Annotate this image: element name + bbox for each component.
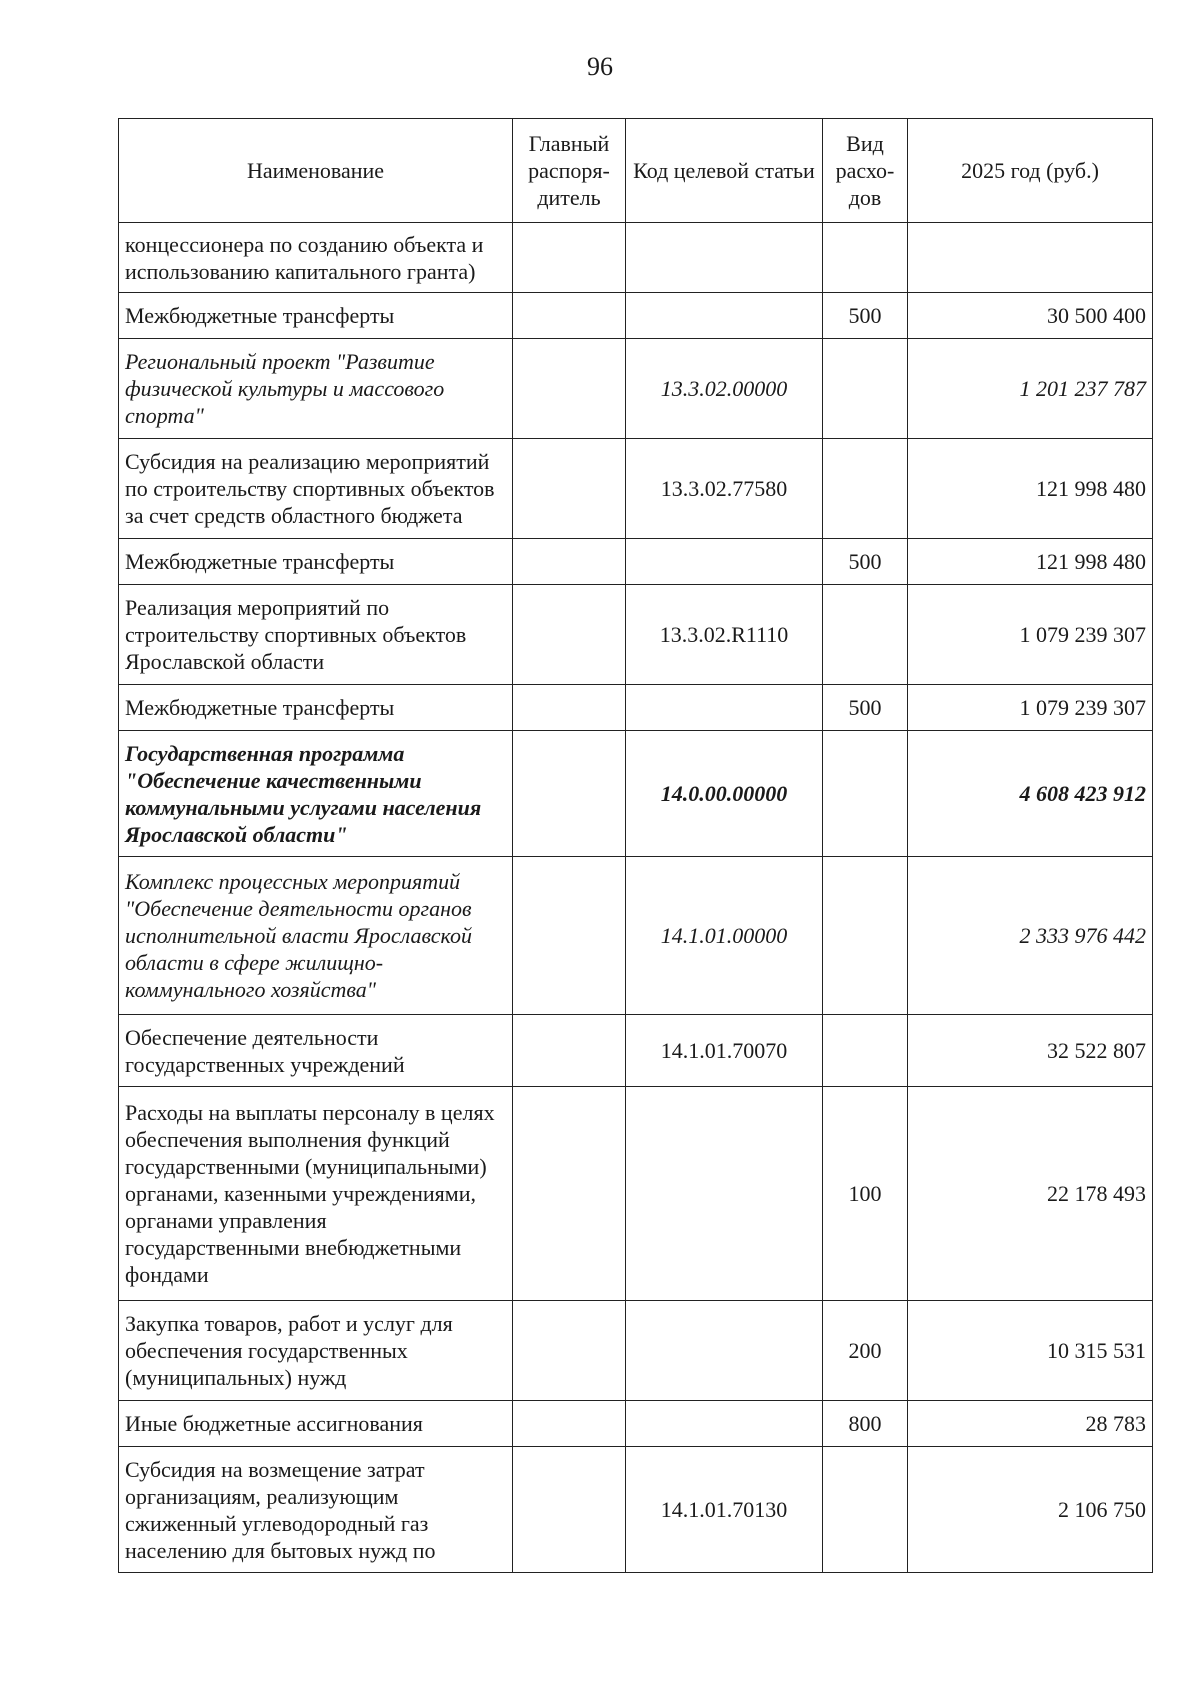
row-amount: 1 201 237 787 xyxy=(908,339,1153,439)
table-header-row xyxy=(119,119,1153,223)
row-amount: 121 998 480 xyxy=(908,439,1153,539)
table-row xyxy=(119,293,1153,339)
row-name: Закупка товаров, работ и услуг для обеспечения государственных (муниципальных) нужд xyxy=(119,1301,513,1401)
row-vid xyxy=(823,223,908,293)
row-chief xyxy=(513,857,626,1015)
row-code xyxy=(626,1301,823,1401)
row-code: 14.1.01.70070 xyxy=(626,1015,823,1087)
row-name: Расходы на выплаты персоналу в целях обеспечения выполнения функций государственными (муниципальными) органами, казенными учреждениями, органами управления государственными внебюджетными фондами xyxy=(119,1087,513,1301)
row-chief xyxy=(513,339,626,439)
row-vid xyxy=(823,439,908,539)
row-code xyxy=(626,223,823,293)
row-name: Субсидия на возмещение затрат организациям, реализующим сжиженный углеводородный газ населению для бытовых нужд по xyxy=(119,1447,513,1573)
row-amount xyxy=(908,223,1153,293)
row-vid: 500 xyxy=(823,685,908,731)
row-code: 14.1.01.00000 xyxy=(626,857,823,1015)
row-name: концессионера по созданию объекта и использованию капитального гранта) xyxy=(119,223,513,293)
row-code: 13.3.02.77580 xyxy=(626,439,823,539)
row-chief xyxy=(513,1015,626,1087)
header-year: 2025 год (руб.) xyxy=(908,119,1153,223)
row-name: Реализация мероприятий по строительству спортивных объектов Ярославской области xyxy=(119,585,513,685)
row-vid xyxy=(823,731,908,857)
row-code xyxy=(626,539,823,585)
row-name: Межбюджетные трансферты xyxy=(119,539,513,585)
row-name: Государственная программа "Обеспечение качественными коммунальными услугами населения Ярославской области" xyxy=(119,731,513,857)
table-row xyxy=(119,1447,1153,1573)
row-name: Иные бюджетные ассигнования xyxy=(119,1401,513,1447)
row-name: Обеспечение деятельности государственных учреждений xyxy=(119,1015,513,1087)
row-chief xyxy=(513,1401,626,1447)
row-chief xyxy=(513,223,626,293)
row-amount: 10 315 531 xyxy=(908,1301,1153,1401)
header-chief: Главный распоря-дитель xyxy=(513,119,626,223)
row-chief xyxy=(513,439,626,539)
table-row xyxy=(119,1015,1153,1087)
header-vid: Вид расхо-дов xyxy=(823,119,908,223)
table-row xyxy=(119,1401,1153,1447)
row-vid xyxy=(823,1015,908,1087)
row-chief xyxy=(513,585,626,685)
row-chief xyxy=(513,1087,626,1301)
table-row xyxy=(119,857,1153,1015)
row-amount: 2 106 750 xyxy=(908,1447,1153,1573)
row-chief xyxy=(513,1447,626,1573)
row-amount: 22 178 493 xyxy=(908,1087,1153,1301)
row-vid: 500 xyxy=(823,293,908,339)
row-name: Межбюджетные трансферты xyxy=(119,685,513,731)
row-vid xyxy=(823,585,908,685)
budget-table xyxy=(118,118,1153,1573)
row-chief xyxy=(513,293,626,339)
row-code xyxy=(626,1401,823,1447)
row-code: 14.0.00.00000 xyxy=(626,731,823,857)
row-name: Региональный проект "Развитие физической культуры и массового спорта" xyxy=(119,339,513,439)
row-chief xyxy=(513,539,626,585)
row-name: Межбюджетные трансферты xyxy=(119,293,513,339)
row-amount: 30 500 400 xyxy=(908,293,1153,339)
row-code xyxy=(626,685,823,731)
row-amount: 121 998 480 xyxy=(908,539,1153,585)
table-row xyxy=(119,223,1153,293)
row-code: 14.1.01.70130 xyxy=(626,1447,823,1573)
row-code xyxy=(626,293,823,339)
row-vid xyxy=(823,1447,908,1573)
row-vid: 800 xyxy=(823,1401,908,1447)
row-chief xyxy=(513,731,626,857)
row-amount: 28 783 xyxy=(908,1401,1153,1447)
header-name: Наименование xyxy=(119,119,513,223)
row-vid: 500 xyxy=(823,539,908,585)
row-amount: 1 079 239 307 xyxy=(908,585,1153,685)
table-row xyxy=(119,339,1153,439)
row-vid xyxy=(823,857,908,1015)
row-vid xyxy=(823,339,908,439)
row-name: Субсидия на реализацию мероприятий по строительству спортивных объектов за счет средств областного бюджета xyxy=(119,439,513,539)
row-amount: 1 079 239 307 xyxy=(908,685,1153,731)
header-code: Код целевой статьи xyxy=(626,119,823,223)
table-row xyxy=(119,731,1153,857)
table-row xyxy=(119,1087,1153,1301)
page-number: 96 xyxy=(587,52,613,81)
row-vid: 100 xyxy=(823,1087,908,1301)
row-amount: 2 333 976 442 xyxy=(908,857,1153,1015)
table-row xyxy=(119,439,1153,539)
table-row xyxy=(119,585,1153,685)
row-amount: 32 522 807 xyxy=(908,1015,1153,1087)
row-amount: 4 608 423 912 xyxy=(908,731,1153,857)
table-row xyxy=(119,539,1153,585)
row-chief xyxy=(513,685,626,731)
table-row xyxy=(119,685,1153,731)
row-name: Комплекс процессных мероприятий "Обеспечение деятельности органов исполнительной власти Ярославской области в сфере жилищно-коммунального хозяйства" xyxy=(119,857,513,1015)
row-chief xyxy=(513,1301,626,1401)
row-code: 13.3.02.R1110 xyxy=(626,585,823,685)
row-code xyxy=(626,1087,823,1301)
row-code: 13.3.02.00000 xyxy=(626,339,823,439)
table-row xyxy=(119,1301,1153,1401)
row-vid: 200 xyxy=(823,1301,908,1401)
